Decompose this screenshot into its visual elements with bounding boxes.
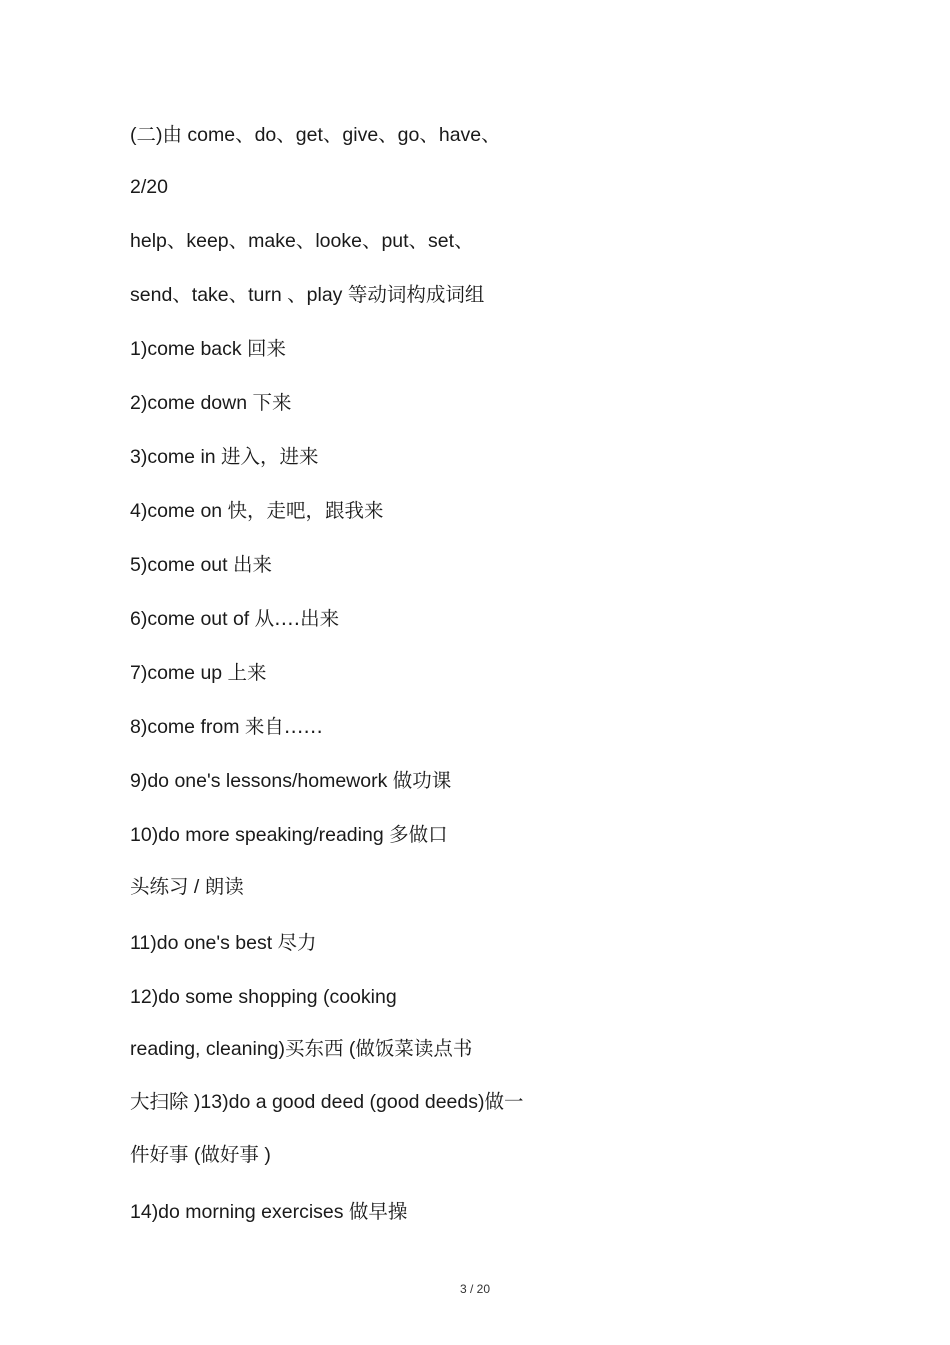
text-line: 10)do more speaking/reading 多做口: [130, 824, 448, 846]
text-line: 3)come in 进入，进来: [130, 446, 319, 468]
text-line: 件好事 (做好事 ): [130, 1144, 271, 1166]
text-line: 11)do one's best 尽力: [130, 932, 317, 954]
text-line: 1)come back 回来: [130, 338, 287, 360]
text-line: 6)come out of 从‥‥出来: [130, 608, 340, 630]
text-line: 4)come on 快，走吧，跟我来: [130, 500, 384, 522]
text-line: 5)come out 出来: [130, 554, 272, 576]
text-line: 9)do one's lessons/homework 做功课: [130, 770, 452, 792]
text-line: 8)come from 来自‥‥‥: [130, 716, 323, 738]
text-line: 2/20: [130, 176, 168, 198]
text-line: help、keep、make、looke、put、set、: [130, 230, 474, 252]
text-line: send、take、turn 、play 等动词构成词组: [130, 284, 485, 306]
text-line: 2)come down 下来: [130, 392, 292, 414]
text-line: 14)do morning exercises 做早操: [130, 1201, 408, 1223]
text-line: 大扫除 )13)do a good deed (good deeds)做一: [130, 1091, 524, 1113]
text-line: 12)do some shopping (cooking: [130, 986, 397, 1008]
text-line: reading, cleaning)买东西 (做饭菜读点书: [130, 1038, 473, 1060]
text-line: 7)come up 上来: [130, 662, 267, 684]
page-number: 3 / 20: [459, 1282, 491, 1296]
text-line: (二)由 come、do、get、give、go、have、: [130, 124, 501, 146]
text-line: 头练习 / 朗读: [130, 876, 244, 898]
